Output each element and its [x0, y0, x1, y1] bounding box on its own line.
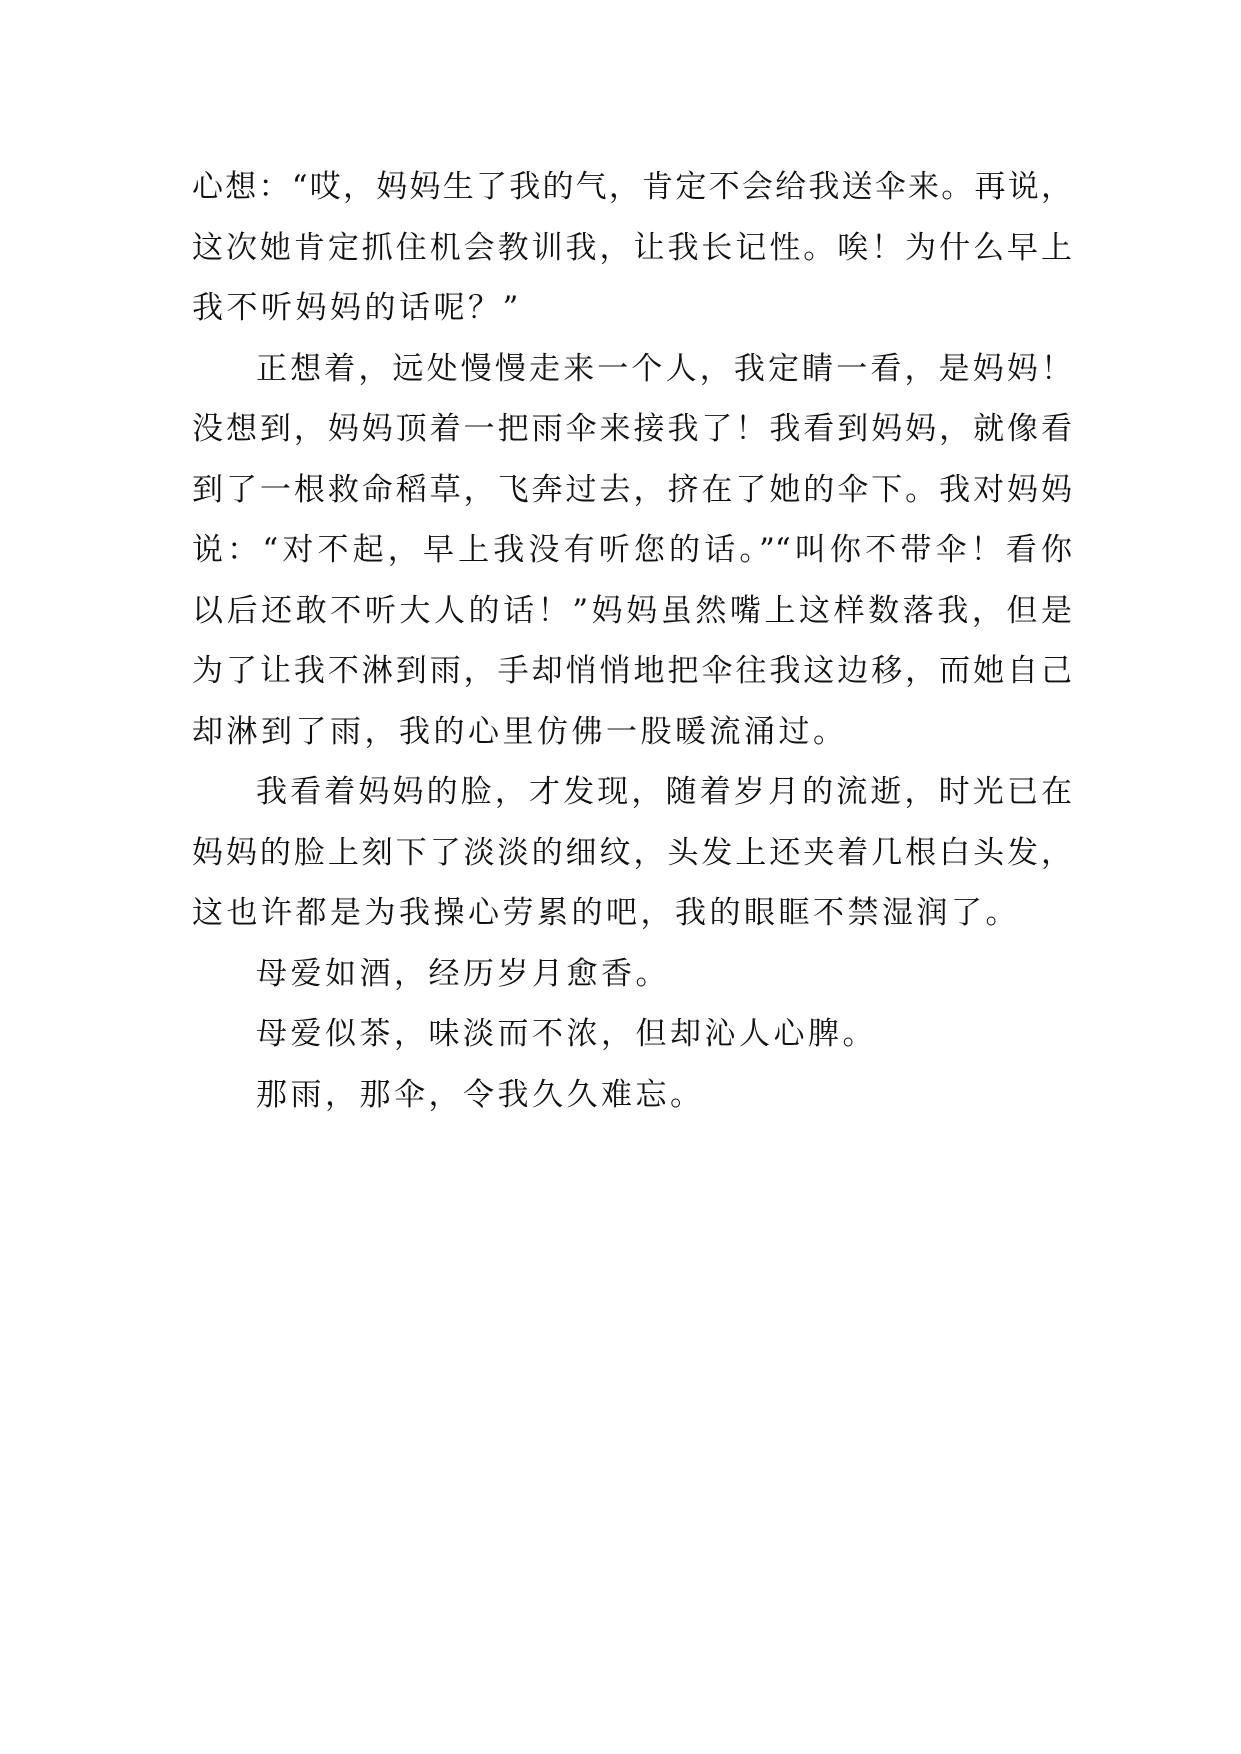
essay-body — [192, 157, 1072, 1125]
paragraph-start-line: 我看着妈妈的脸，才发现，随着岁月的流逝，时光已在 — [256, 774, 1072, 810]
text-line: 这也许都是为我操心劳累的吧，我的眼眶不禁湿润了。 — [192, 895, 1020, 931]
text-line: 我不听妈妈的话呢？” — [192, 290, 522, 326]
text-line: 没想到，妈妈顶着一把雨伞来接我了！我看到妈妈，就像看 — [192, 411, 1072, 447]
paragraph-start-line: 正想着，远处慢慢走来一个人，我定睛一看，是妈妈！ — [256, 350, 1072, 387]
text-line: 这次她肯定抓住机会教训我，让我长记性。唉！为什么早上 — [192, 229, 1072, 266]
text-line: 却淋到了雨，我的心里仿佛一股暖流涌过。 — [192, 713, 848, 750]
text-line: 妈妈的脸上刻下了淡淡的细纹，头发上还夹着几根白头发， — [192, 834, 1072, 871]
text-line: 以后还敢不听大人的话！”妈妈虽然嘴上这样数落我，但是 — [192, 592, 1072, 629]
text-line: 到了一根救命稻草，飞奔过去，挤在了她的伞下。我对妈妈 — [192, 471, 1072, 508]
text-line: 说：“对不起，早上我没有听您的话。”“叫你不带伞！看你 — [192, 532, 1072, 568]
text-line: 为了让我不淋到雨，手却悄悄地把伞往我这边移，而她自己 — [192, 653, 1072, 689]
paragraph-start-line: 那雨，那伞，令我久久难忘。 — [256, 1076, 705, 1113]
paragraph-start-line: 母爱如酒，经历岁月愈香。 — [256, 955, 670, 992]
text-line: 心想：“哎，妈妈生了我的气，肯定不会给我送伞来。再说， — [192, 169, 1072, 205]
paragraph-start-line: 母爱似茶，味淡而不浓，但却沁人心脾。 — [256, 1016, 877, 1052]
